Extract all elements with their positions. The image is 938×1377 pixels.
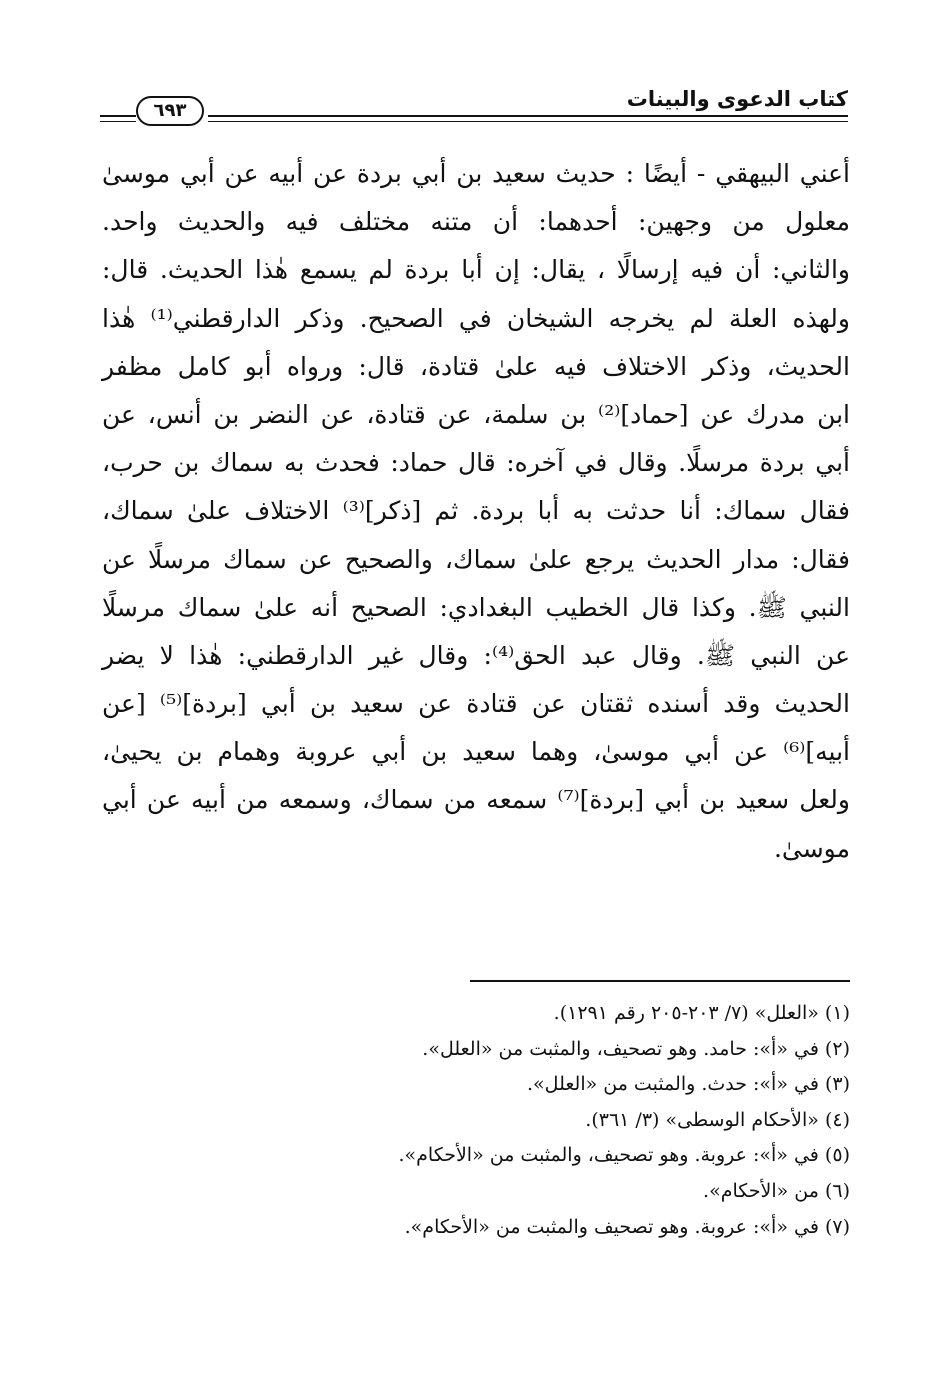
body-line: عن النبي ﷺ. وقال عبد الحق⁽⁴⁾: وقال غير الدارقطني: هٰذا لا يضر <box>102 640 850 670</box>
body-line: النبي ﷺ. وكذا قال الخطيب البغدادي: الصحيح أنه علىٰ سماك مرسلًا <box>102 592 850 622</box>
footnote: (٦) من «الأحكام». <box>703 1179 850 1202</box>
page-number-frame <box>136 96 204 126</box>
body-line: الحديث، وذكر الاختلاف فيه علىٰ قتادة، قال: ورواه أبو كامل مظفر <box>102 351 850 381</box>
footnote: (١) «العلل» (٧/ ٢٠٣-٢٠٥ رقم ١٢٩١). <box>553 1002 850 1024</box>
footnote: (٤) «الأحكام الوسطى» (٣/ ٣٦١). <box>585 1108 850 1131</box>
body-line: فقال سماك: أنا حدثت به أبا بردة. ثم [ذكر]⁽³⁾ الاختلاف علىٰ سماك، <box>102 496 850 526</box>
header-rule-thin <box>208 121 848 122</box>
body-line: أبي بردة مرسلًا. وقال في آخره: قال حماد: فحدث به سماك بن حرب، <box>102 448 850 478</box>
header-rule-left <box>100 115 136 117</box>
body-line: ولهذه العلة لم يخرجه الشيخان في الصحيح. وذكر الدارقطني⁽¹⁾ هٰذا <box>102 303 850 333</box>
footnote: (٧) في «أ»: عروبة. وهو تصحيف والمثبت من «الأحكام». <box>404 1215 850 1238</box>
body-line: ابن مدرك عن [حماد]⁽²⁾ بن سلمة، عن قتادة، عن النضر بن أنس، عن <box>102 399 851 429</box>
header-rule <box>208 115 848 117</box>
footnote-separator <box>470 980 850 982</box>
footnote: (٥) في «أ»: عروبة. وهو تصحيف، والمثبت من «الأحكام». <box>398 1144 850 1167</box>
footnote: (٢) في «أ»: حامد. وهو تصحيف، والمثبت من «العلل». <box>422 1037 850 1060</box>
header-rule-left-thin <box>100 121 136 122</box>
body-line: ولعل سعيد بن أبي [بردة]⁽⁷⁾ سمعه من سماك، وسمعه من أبيه عن أبي <box>102 785 850 815</box>
page-header <box>100 84 848 130</box>
footnote: (٣) في «أ»: حدث. والمثبت من «العلل». <box>527 1073 850 1096</box>
body-line: الحديث وقد أسنده ثقتان عن قتادة عن سعيد بن أبي [بردة]⁽⁵⁾ [عن <box>102 689 850 719</box>
body-line: أبيه]⁽⁶⁾ عن أبي موسىٰ، وهما سعيد بن أبي عروبة وهمام بن يحيىٰ، <box>102 737 850 767</box>
body-line: والثاني: أن فيه إرسالًا ، يقال: إن أبا بردة لم يسمع هٰذا الحديث. قال: <box>102 255 850 285</box>
main-text <box>102 150 850 922</box>
footnotes <box>330 996 850 1245</box>
body-line: موسىٰ. <box>773 833 850 863</box>
body-line: معلول من وجهين: أحدهما: أن متنه مختلف فيه والحديث واحد. <box>102 207 850 237</box>
body-line: أعني البيهقي - أيضًا : حديث سعيد بن أبي بردة عن أبيه عن أبي موسىٰ <box>102 159 850 188</box>
body-line: فقال: مدار الحديث يرجع علىٰ سماك، والصحيح عن سماك مرسلًا عن <box>102 544 850 574</box>
page-number: ٦٩٣ <box>153 100 187 121</box>
book-title: كتاب الدعوى والبينات <box>626 87 848 111</box>
